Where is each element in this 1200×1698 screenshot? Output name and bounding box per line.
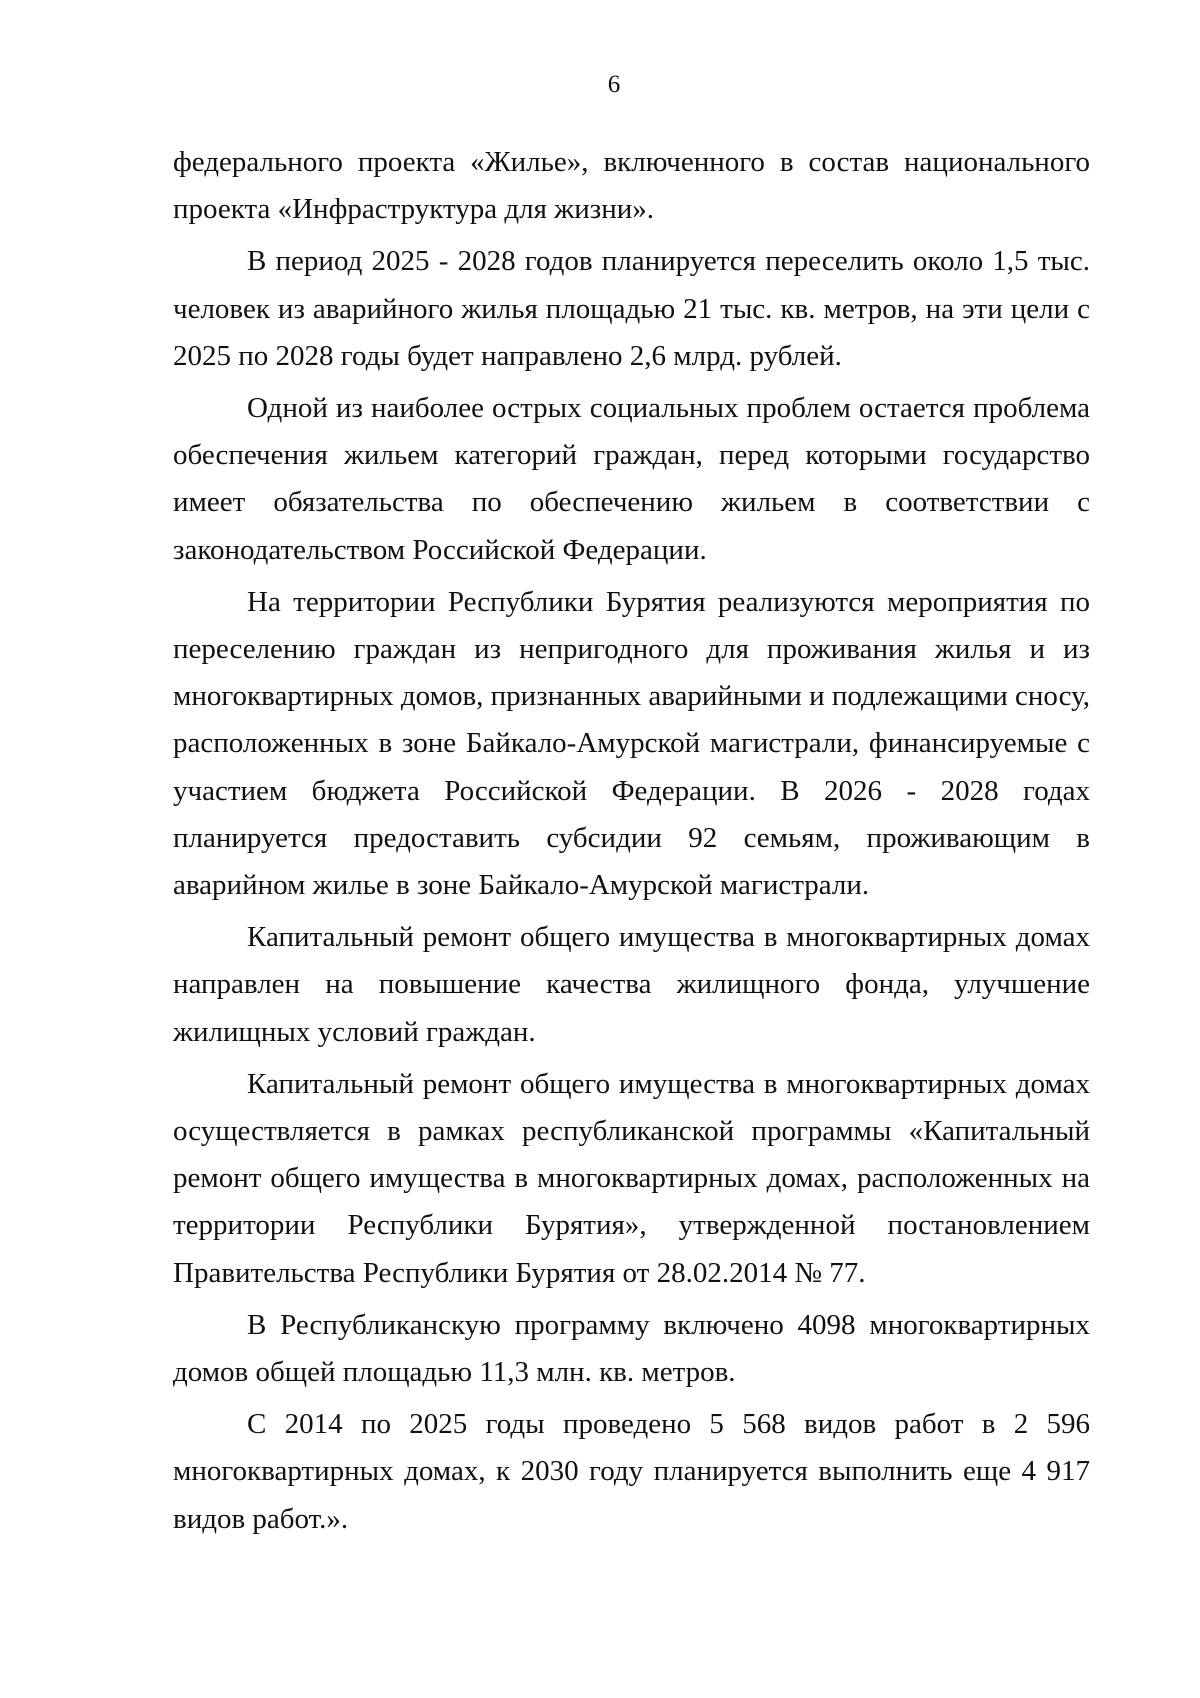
document-body [173,139,1090,1543]
paragraph-2: В период 2025 - 2028 годов планируется переселить около 1,5 тыс. человек из аварийного жилья площадью 21 тыс. кв. метров, на эти цели с 2025 по 2028 годы будет направлено 2,6 млрд. рублей. [173,245,1090,372]
paragraph-7: В Республиканскую программу включено 4098 многоквартирных домов общей площадью 11,3 млн. кв. метров. [173,1308,1090,1389]
paragraph-8: С 2014 по 2025 годы проведено 5 568 видов работ в 2 596 многоквартирных домах, к 2030 году планируется выполнить еще 4 917 видов работ.». [173,1408,1090,1535]
paragraph-1: федерального проекта «Жилье», включенного в состав национального проекта «Инфраструктура для жизни». [173,146,1090,226]
page-number: 6 [607,71,621,98]
paragraph-3: Одной из наиболее острых социальных проблем остается проблема обеспечения жильем категорий граждан, перед которыми государство имеет обязательства по обеспечению жильем в соответствии с законодательством Российской Федерации. [173,392,1090,566]
paragraph-6: Капитальный ремонт общего имущества в многоквартирных домах осуществляется в рамках республиканской программы «Капитальный ремонт общего имущества в многоквартирных домах, расположенных на территории Республики Бурятия», утвержденной постановлением Правительства Республики Бурятия от 28.02.2014 № 77. [173,1067,1090,1289]
paragraph-4: На территории Республики Бурятия реализуются мероприятия по переселению граждан из непригодного для проживания жилья и из многоквартирных домов, признанных аварийными и подлежащими сносу, расположенных в зоне Байкало-Амурской магистрали, финансируемые с участием бюджета Российской Федерации. В 2026 - 2028 годах планируется предоставить субсидии 92 семьям, проживающим в аварийном жилье в зоне Байкало-Амурской магистрали. [173,585,1090,902]
paragraph-5: Капитальный ремонт общего имущества в многоквартирных домах направлен на повышение качества жилищного фонда, улучшение жилищных условий граждан. [173,921,1090,1048]
